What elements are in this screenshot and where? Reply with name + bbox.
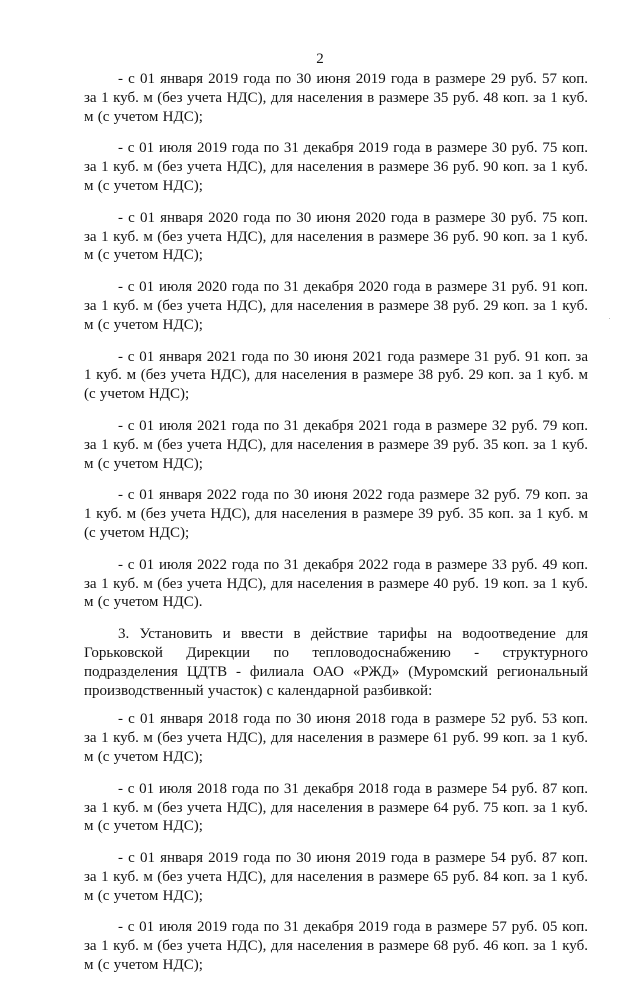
tariff-item-sewage-2019-h1: - с 01 января 2019 года по 30 июня 2019 года в размере 54 руб. 87 коп. за 1 куб. м (без учета НДС), для населения в размере 65 руб. 84 коп. за 1 куб. м (с учетом НДС); <box>84 850 588 904</box>
tariff-item-water-2020-h2: - с 01 июля 2020 года по 31 декабря 2020 года в размере 31 руб. 91 коп. за 1 куб. м (без учета НДС), для населения в размере 38 руб. 29 коп. за 1 куб. м (с учетом НДС); <box>84 279 588 333</box>
tariff-item-water-2022-h1: - с 01 января 2022 года по 30 июня 2022 года размере 32 руб. 79 коп. за 1 куб. м (без учета НДС), для населения в размере 39 руб. 35 коп. за 1 куб. м (с учетом НДС); <box>84 487 588 541</box>
tariff-item-sewage-2019-h2: - с 01 июля 2019 года по 31 декабря 2019 года в размере 57 руб. 05 коп. за 1 куб. м (без учета НДС), для населения в размере 68 руб. 46 коп. за 1 куб. м (с учетом НДС); <box>84 919 588 974</box>
tariff-item-water-2021-h1: - с 01 января 2021 года по 30 июня 2021 года размере 31 руб. 91 коп. за 1 куб. м (без учета НДС), для населения в размере 38 руб. 29 коп. за 1 куб. м (с учетом НДС); <box>84 348 588 403</box>
document-body <box>84 70 588 988</box>
scan-speck <box>609 318 610 319</box>
tariff-item-sewage-2018-h1: - с 01 января 2018 года по 30 июня 2018 года в размере 52 руб. 53 коп. за 1 куб. м (без учета НДС), для населения в размере 61 руб. 99 коп. за 1 куб. м (с учетом НДС); <box>84 711 588 765</box>
tariff-item-water-2022-h2: - с 01 июля 2022 года по 31 декабря 2022 года в размере 33 руб. 49 коп. за 1 куб. м (без учета НДС), для населения в размере 40 руб. 19 коп. за 1 куб. м (с учетом НДС). <box>84 556 588 611</box>
tariff-item-water-2021-h2: - с 01 июля 2021 года по 31 декабря 2021 года в размере 32 руб. 79 коп. за 1 куб. м (без учета НДС), для населения в размере 39 руб. 35 коп. за 1 куб. м (с учетом НДС); <box>84 417 588 472</box>
tariff-item-water-2019-h2: - с 01 июля 2019 года по 31 декабря 2019 года в размере 30 руб. 75 коп. за 1 куб. м (без учета НДС), для населения в размере 36 руб. 90 коп. за 1 куб. м (с учетом НДС); <box>84 140 588 194</box>
page-number: 2 <box>316 51 324 67</box>
tariff-item-sewage-2018-h2: - с 01 июля 2018 года по 31 декабря 2018 года в размере 54 руб. 87 коп. за 1 куб. м (без учета НДС), для населения в размере 64 руб. 75 коп. за 1 куб. м (с учетом НДС); <box>84 780 588 835</box>
tariff-item-water-2020-h1: - с 01 января 2020 года по 30 июня 2020 года в размере 30 руб. 75 коп. за 1 куб. м (без учета НДС), для населения в размере 36 руб. 90 коп. за 1 куб. м (с учетом НДС); <box>84 209 588 264</box>
section-3-heading: 3. Установить и ввести в действие тарифы на водоотведение для Горьковской Дирекции по тепловодоснабжению - структурного подразделения ЦДТВ - филиала ОАО «РЖД» (Муромский региональный производственный участок) с календарной разбивкой: <box>84 626 588 699</box>
tariff-item-water-2019-h1: - с 01 января 2019 года по 30 июня 2019 года в размере 29 руб. 57 коп. за 1 куб. м (без учета НДС), для населения в размере 35 руб. 48 коп. за 1 куб. м (с учетом НДС); <box>84 71 588 125</box>
